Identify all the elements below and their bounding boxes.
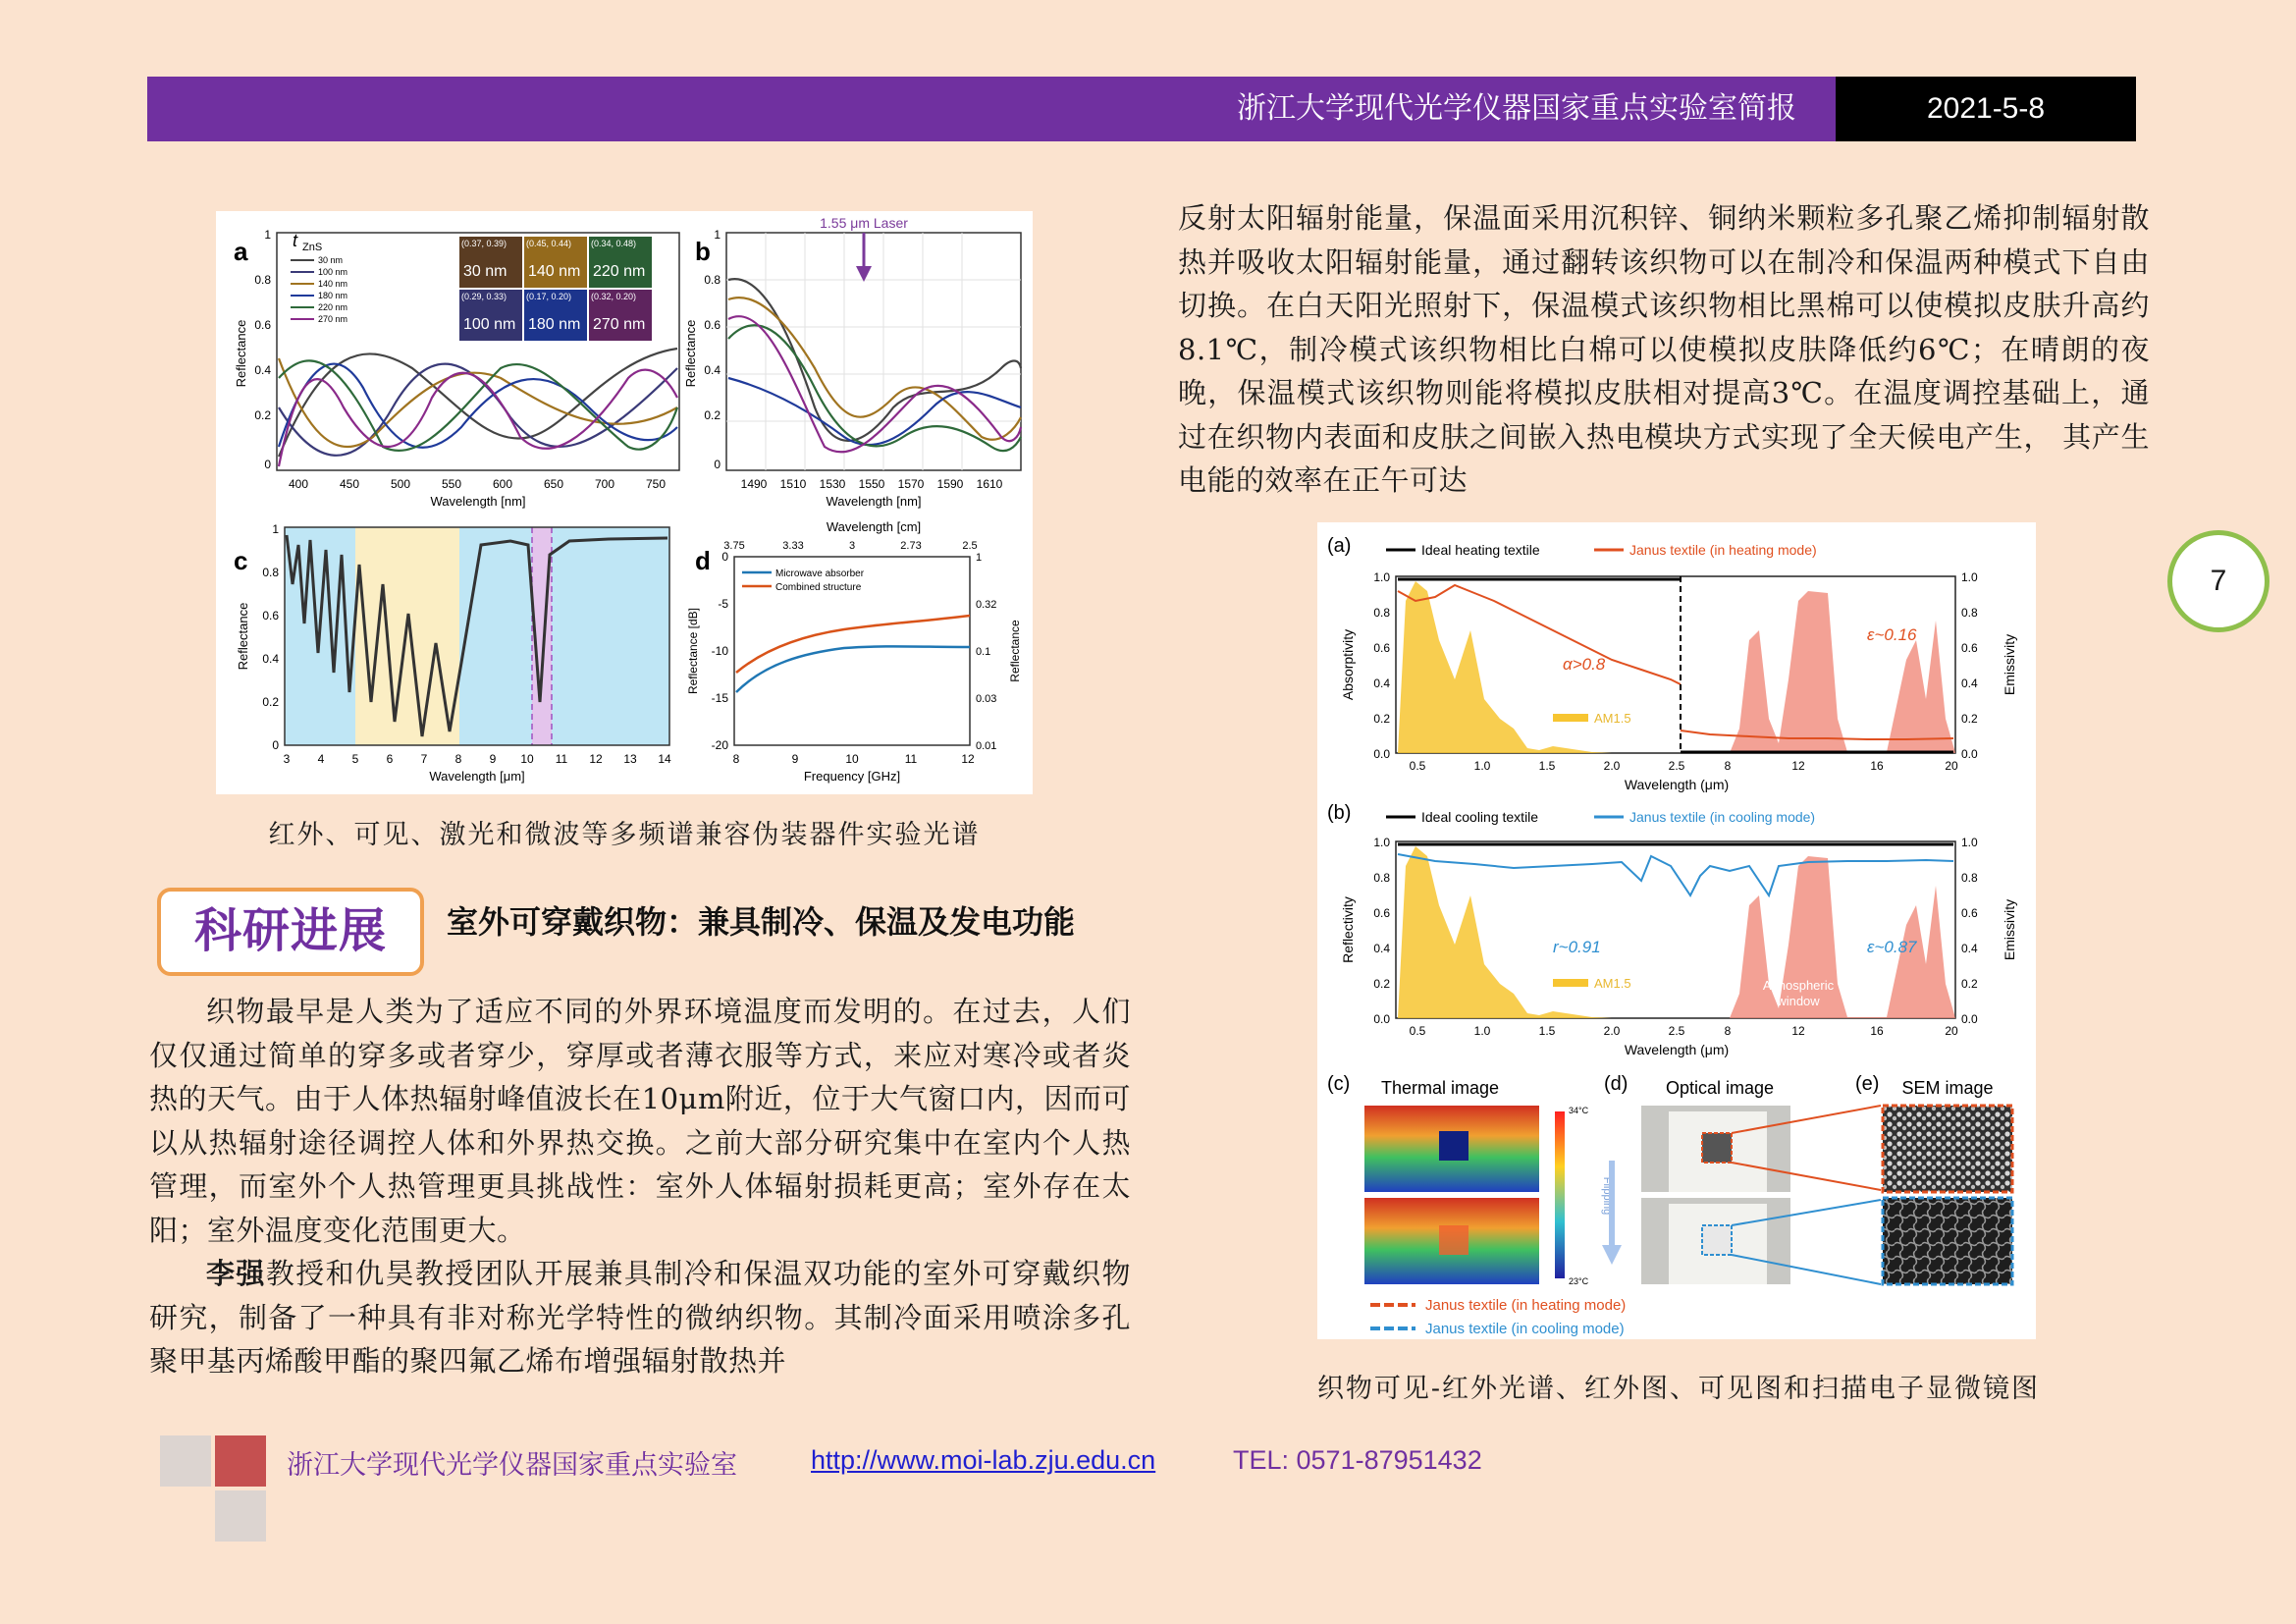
fig2-b-ytick-right: 0.4 <box>1961 942 1978 955</box>
panel-d <box>686 519 1022 784</box>
fig2-b-solar <box>1398 846 1612 1018</box>
fig2-b-am-swatch <box>1553 979 1588 987</box>
fig2-a-xlabel: Wavelength (μm) <box>1624 777 1730 792</box>
panel-a-symbol: t <box>293 231 298 250</box>
figure-multispectral-spectra <box>216 211 1033 794</box>
fig2-panel-d <box>1604 1073 1881 1284</box>
swatch-180nm-coord: (0.17, 0.20) <box>526 292 572 301</box>
panel-a-ytick: 0 <box>264 458 271 471</box>
panel-d-xtick: 12 <box>961 752 975 766</box>
panel-c-ytick: 0 <box>272 738 279 752</box>
temperature-scale-bar <box>1555 1111 1565 1278</box>
optical-patch-heating <box>1702 1133 1732 1163</box>
thermal-patch-cooling <box>1439 1225 1468 1255</box>
band-blue-2 <box>459 527 669 745</box>
fig2-a-am: AM1.5 <box>1594 711 1631 726</box>
fig2-a-ytick: 0.2 <box>1373 712 1390 726</box>
panel-a-label: a <box>234 237 248 266</box>
fig2-b-ytick: 0.8 <box>1373 871 1390 885</box>
fig2-a-ytick-right: 0.6 <box>1961 641 1978 655</box>
fig2-a-yticks <box>1373 570 1390 761</box>
fig2-a-ytick-right: 0.4 <box>1961 677 1978 690</box>
curve-microwave-absorber <box>736 646 970 692</box>
panel-b-ytick: 0.8 <box>704 273 721 287</box>
panel-b-xtick: 1510 <box>779 477 807 491</box>
body-paragraph-2-text: 教授和仇昊教授团队开展兼具制冷和保温双功能的室外可穿戴织物研究，制备了一种具有非对称光学特性的微纳织物。其制冷面采用喷涂多孔聚甲基丙烯酸甲酯的聚四氟乙烯布增强辐射散热并 <box>149 1257 1131 1378</box>
fig2-panel-d-label: (d) <box>1604 1073 1629 1095</box>
panel-b-ytick: 0.6 <box>704 318 721 332</box>
panel-b-ytick: 1 <box>714 228 721 242</box>
fig2-b-ylabel-left: Reflectivity <box>1340 896 1356 963</box>
fig2-a-xtick: 20 <box>1945 759 1958 773</box>
fig2-legend-heating: Janus textile (in heating mode) <box>1425 1297 1627 1314</box>
panel-d-top-tick: 3.75 <box>723 540 745 552</box>
legend-microwave-absorber: Microwave absorber <box>775 568 865 579</box>
legend-180nm: 180 nm <box>318 291 348 300</box>
fig2-a-ytick-right: 0.0 <box>1961 747 1978 761</box>
panel-b-xlabel: Wavelength [nm] <box>826 494 922 509</box>
panel-b-xtick: 1490 <box>740 477 768 491</box>
legend-140nm: 140 nm <box>318 279 348 289</box>
fig2-a-legend-janus: Janus textile (in heating mode) <box>1629 542 1817 558</box>
fig2-a-ytick: 0.8 <box>1373 606 1390 620</box>
legend-combined-structure: Combined structure <box>775 582 862 593</box>
panel-d-ylabel-right: Reflectance <box>1008 620 1022 682</box>
swatch-270nm-name: 270 nm <box>593 316 646 333</box>
laser-annotation: 1.55 μm Laser <box>820 215 908 231</box>
panel-d-top-tick: 2.73 <box>900 540 922 552</box>
fig2-b-ytick: 1.0 <box>1373 836 1390 849</box>
swatch-140nm-coord: (0.45, 0.44) <box>526 239 572 248</box>
fig2-b-ytick-right: 0.6 <box>1961 906 1978 920</box>
flipping-label: Flipping <box>1601 1176 1613 1216</box>
fig2-b-ytick: 0.2 <box>1373 977 1390 991</box>
fig2-panel-e-title: SEM image <box>1901 1078 1994 1098</box>
panel-b-ytick: 0.2 <box>704 408 721 422</box>
fig2-a-ytick: 0.6 <box>1373 641 1390 655</box>
fig2-b-ytick: 0.4 <box>1373 942 1390 955</box>
panel-d-ytick-left: -5 <box>718 597 728 611</box>
panel-b-xtick: 1590 <box>936 477 964 491</box>
footer-lab-name: 浙江大学现代光学仪器国家重点实验室 <box>287 1450 737 1481</box>
figure2-caption: 织物可见-红外光谱、红外图、可见图和扫描电子显微镜图 <box>1316 1374 2041 1404</box>
body-paragraph-1: 织物最早是人类为了适应不同的外界环境温度而发明的。在过去，人们仅仅通过简单的穿多或者穿少，穿厚或者薄衣服等方式，来应对寒冷或者炎热的天气。由于人体热辐射峰值波长在10μm附近，位于大气窗口内，因而可以从热辐射途径调控人体和外界热交换。之前大部分研究集中在室内个人热管理，而室外个人热管理更具挑战性：室外人体辐射损耗更高；室外存在太阳；室外温度变化范围更大。 <box>149 995 1131 1247</box>
fig2-b-xtick: 20 <box>1945 1024 1958 1038</box>
panel-b-grid <box>726 233 1021 470</box>
panel-a-ylabel: Reflectance <box>234 319 248 388</box>
panel-d-yticks-left <box>712 550 729 752</box>
fig2-a-ytick: 0.4 <box>1373 677 1390 690</box>
thermal-patch-heating <box>1439 1131 1468 1161</box>
panel-d-xtick: 10 <box>845 752 859 766</box>
fig2-a-yticks-right <box>1961 570 1978 761</box>
panel-d-top-tick: 3.33 <box>782 540 804 552</box>
panel-a-ytick: 0.6 <box>254 318 271 332</box>
fig2-a-legend-ideal: Ideal heating textile <box>1421 542 1540 558</box>
fig2-a-ytick-right: 0.2 <box>1961 712 1978 726</box>
section-badge-text: 科研进展 <box>193 903 387 958</box>
fig2-a-epsilon: ε~0.16 <box>1867 625 1917 644</box>
fig2-a-am-swatch <box>1553 714 1588 722</box>
fig2-b-atm-window <box>1730 856 1955 1018</box>
figure1-svg <box>216 211 1033 794</box>
panel-d-ytick-left: 0 <box>721 550 728 564</box>
fig2-b-xtick: 2.5 <box>1668 1024 1685 1038</box>
panel-d-ytick-right: 0.03 <box>976 693 997 705</box>
fig2-b-xtick: 0.5 <box>1409 1024 1426 1038</box>
temp-low: 23°C <box>1569 1276 1589 1286</box>
panel-c-ytick: 0.4 <box>262 652 279 666</box>
panel-b-xtick: 1570 <box>897 477 925 491</box>
panel-a-ytick: 0.2 <box>254 408 271 422</box>
fig2-b-window2: window <box>1777 994 1820 1008</box>
panel-d-label: d <box>695 546 711 575</box>
author-name: 李强 <box>206 1257 266 1290</box>
panel-b <box>683 215 1021 509</box>
panel-c-xtick: 12 <box>589 752 603 766</box>
panel-a-xtick: 650 <box>543 477 564 491</box>
sem-image-cooling <box>1883 1198 2012 1284</box>
fig2-a-ylabel-left: Absorptivity <box>1340 628 1356 701</box>
panel-a-yticks <box>254 228 271 471</box>
panel-a <box>234 228 679 509</box>
fig2-b-xtick: 1.5 <box>1538 1024 1556 1038</box>
sem-image-heating <box>1883 1106 2012 1192</box>
fig2-panel-c <box>1327 1073 1622 1286</box>
legend-30nm: 30 nm <box>318 255 344 265</box>
fig2-b-ytick: 0.0 <box>1373 1012 1390 1026</box>
panel-c-ylabel: Reflectance <box>236 602 250 671</box>
figure-janus-textile <box>1317 522 2036 1339</box>
optical-patch-cooling <box>1702 1225 1732 1255</box>
panel-b-xtick: 1530 <box>819 477 846 491</box>
figure1-caption: 红外、可见、激光和微波等多频谱兼容伪装器件实验光谱 <box>268 820 981 850</box>
body-paragraph-right: 反射太阳辐射能量，保温面采用沉积锌、铜纳米颗粒多孔聚乙烯抑制辐射散热并吸收太阳辐射能量，通过翻转该织物可以在制冷和保温两种模式下自由切换。在白天阳光照射下，保温模式该织物相比黑棉可以使模拟皮肤升高约 8.1℃，制冷模式该织物相比白棉可以使模拟皮肤降低约6℃；在晴朗的夜晚，保温模式该织物则能将模拟皮肤相对提高3℃。在温度调控基础上，通过在织物内表面和皮肤之间嵌入热电模块方式实现了全天候电产生， 其产生电能的效率在正午可达 <box>1178 201 2150 497</box>
panel-d-xticks <box>733 752 975 766</box>
header-title: 浙江大学现代光学仪器国家重点实验室简报 <box>1237 91 1796 126</box>
fig2-a-atm-window <box>1730 591 1955 753</box>
fig2-panel-e <box>1855 1073 2012 1284</box>
fig2-b-epsilon: ε~0.87 <box>1867 938 1917 956</box>
panel-b-label: b <box>695 237 711 266</box>
panel-d-xtick: 8 <box>732 752 740 766</box>
fig2-a-ytick-right: 1.0 <box>1961 570 1978 584</box>
footer-square-2 <box>215 1435 266 1487</box>
legend-100nm: 100 nm <box>318 267 348 277</box>
panel-c-xtick: 6 <box>386 752 394 766</box>
panel-a-xtick: 750 <box>645 477 667 491</box>
panel-c-xticks <box>284 752 671 766</box>
swatch-100nm-coord: (0.29, 0.33) <box>461 292 507 301</box>
fig2-b-am: AM1.5 <box>1594 976 1631 991</box>
fig2-panel-e-label: (e) <box>1855 1073 1880 1095</box>
panel-c-xtick: 3 <box>283 752 291 766</box>
panel-d-ylabel-left: Reflectance [dB] <box>686 607 700 695</box>
panel-d-top-ticks <box>723 540 977 552</box>
footer-square-1 <box>160 1435 211 1487</box>
swatch-220nm-name: 220 nm <box>593 263 646 280</box>
panel-a-xlabel: Wavelength [nm] <box>430 494 526 509</box>
panel-b-ylabel: Reflectance <box>683 319 698 388</box>
panel-c-yticks <box>262 522 279 752</box>
fig2-panel-a <box>1327 535 2017 792</box>
panel-c-xtick: 7 <box>420 752 428 766</box>
fig2-b-xtick: 2.0 <box>1603 1024 1621 1038</box>
fig2-b-xtick: 16 <box>1870 1024 1884 1038</box>
temp-high: 34°C <box>1569 1106 1589 1115</box>
flipping-arrow-head <box>1602 1245 1622 1265</box>
fig2-b-ytick-right: 0.0 <box>1961 1012 1978 1026</box>
panel-a-xtick: 450 <box>339 477 360 491</box>
panel-d-xtick: 9 <box>791 752 799 766</box>
panel-a-symbol-sub: ZnS <box>302 242 323 253</box>
fig2-b-xtick: 8 <box>1724 1024 1732 1038</box>
panel-a-xtick: 700 <box>594 477 615 491</box>
section-title: 室外可穿戴织物：兼具制冷、保温及发电功能 <box>447 903 1076 941</box>
fig2-panel-c-label: (c) <box>1327 1073 1351 1095</box>
panel-d-ytick-right: 0.01 <box>976 740 997 752</box>
panel-c-ytick: 0.6 <box>262 609 279 623</box>
swatch-100nm-name: 100 nm <box>463 316 516 333</box>
panel-c-label: c <box>234 546 248 575</box>
panel-b-ytick: 0 <box>714 458 721 471</box>
figure2-svg <box>1317 522 2036 1339</box>
panel-c-xtick: 10 <box>520 752 534 766</box>
fig2-a-xtick: 16 <box>1870 759 1884 773</box>
panel-c-xtick: 4 <box>317 752 325 766</box>
panel-d-ytick-left: -10 <box>711 644 728 658</box>
footer-square-3 <box>215 1490 266 1542</box>
fig2-panel-d-title: Optical image <box>1665 1078 1775 1098</box>
panel-d-xlabel: Frequency [GHz] <box>803 769 901 784</box>
panel-d-top-tick: 3 <box>848 540 856 552</box>
panel-c-ytick: 0.8 <box>262 566 279 579</box>
panel-c-ytick: 0.2 <box>262 695 279 709</box>
fig2-panel-b-label: (b) <box>1327 802 1352 824</box>
fig2-a-ytick: 0.0 <box>1373 747 1390 761</box>
panel-a-xtick: 500 <box>390 477 411 491</box>
swatch-270nm-coord: (0.32, 0.20) <box>591 292 637 301</box>
fig2-a-xtick: 1.0 <box>1473 759 1491 773</box>
panel-a-ytick: 0.4 <box>254 363 271 377</box>
fig2-b-ylabel-right: Emissivity <box>2002 898 2017 961</box>
fig2-b-ytick-right: 0.2 <box>1961 977 1978 991</box>
fig2-a-xtick: 12 <box>1791 759 1805 773</box>
fig2-a-ytick-right: 0.8 <box>1961 606 1978 620</box>
panel-b-xticks <box>741 477 1003 491</box>
panel-b-curves <box>728 279 1021 452</box>
band-yellow <box>355 527 459 745</box>
fig2-a-ytick: 1.0 <box>1373 570 1390 584</box>
fig2-b-xtick: 12 <box>1791 1024 1805 1038</box>
fig2-b-legend-janus: Janus textile (in cooling mode) <box>1629 809 1816 825</box>
panel-d-ytick-left: -20 <box>711 738 728 752</box>
panel-a-curves <box>279 349 677 466</box>
legend-220nm: 220 nm <box>318 302 348 312</box>
header-date: 2021-5-8 <box>1836 77 2136 141</box>
page-number: 7 <box>2167 530 2269 632</box>
fig2-a-xticks <box>1410 759 1958 773</box>
panel-d-xtick: 11 <box>904 752 918 766</box>
panel-c-ytick: 1 <box>272 522 279 536</box>
curve-combined-structure <box>736 616 970 673</box>
footer-url-link[interactable]: http://www.moi-lab.zju.edu.cn <box>811 1445 1156 1475</box>
fig2-a-xtick: 2.0 <box>1603 759 1621 773</box>
panel-c-xtick: 13 <box>623 752 637 766</box>
fig2-panel-c-title: Thermal image <box>1380 1078 1500 1098</box>
fig2-bottom-legend <box>1370 1297 1626 1337</box>
panel-a-xticks <box>289 477 666 491</box>
panel-c-xtick: 11 <box>555 752 568 766</box>
fig2-legend-cooling: Janus textile (in cooling mode) <box>1425 1321 1625 1337</box>
panel-a-xtick: 550 <box>441 477 462 491</box>
fig2-a-xtick: 2.5 <box>1668 759 1685 773</box>
panel-d-ytick-right: 0.32 <box>976 599 997 611</box>
fig2-panel-b <box>1327 802 2017 1057</box>
panel-d-ytick-right: 0.1 <box>976 646 991 658</box>
swatch-180nm-name: 180 nm <box>528 316 581 333</box>
fig2-panel-a-label: (a) <box>1327 535 1352 557</box>
fig2-b-ytick-right: 1.0 <box>1961 836 1978 849</box>
panel-c-xtick: 9 <box>489 752 497 766</box>
fig2-b-ytick: 0.6 <box>1373 906 1390 920</box>
panel-d-ytick-right: 1 <box>976 552 983 564</box>
fig2-b-ytick-right: 0.8 <box>1961 871 1978 885</box>
fig2-b-xlabel: Wavelength (μm) <box>1624 1042 1730 1057</box>
fig2-b-xtick: 1.0 <box>1473 1024 1491 1038</box>
fig2-a-ylabel-right: Emissivity <box>2002 633 2017 696</box>
swatch-140nm-name: 140 nm <box>528 263 581 280</box>
legend-270nm: 270 nm <box>318 314 348 324</box>
color-swatches <box>459 237 652 341</box>
panel-a-xtick: 400 <box>288 477 309 491</box>
panel-c <box>234 522 671 784</box>
panel-c-xlabel: Wavelength [μm] <box>429 769 525 784</box>
fig2-b-xticks <box>1410 1024 1958 1038</box>
panel-c-xtick: 5 <box>351 752 359 766</box>
fig2-b-yticks-right <box>1961 836 1978 1026</box>
panel-c-xtick: 14 <box>658 752 671 766</box>
panel-c-xtick: 8 <box>454 752 462 766</box>
fig2-a-xtick: 8 <box>1724 759 1732 773</box>
fig2-a-alpha: α>0.8 <box>1563 655 1606 674</box>
fig2-b-window: Atmospheric <box>1762 978 1835 993</box>
fig2-a-xtick: 1.5 <box>1538 759 1556 773</box>
panel-d-ytick-left: -15 <box>711 691 728 705</box>
panel-a-xtick: 600 <box>492 477 513 491</box>
panel-a-ytick: 1 <box>264 228 271 242</box>
body-paragraph-2 <box>149 1252 1131 1383</box>
panel-d-yticks-right <box>976 552 996 752</box>
swatch-30nm-coord: (0.37, 0.39) <box>461 239 507 248</box>
fig2-b-legend-ideal: Ideal cooling textile <box>1421 809 1539 825</box>
panel-b-xtick: 1550 <box>858 477 885 491</box>
swatch-220nm-coord: (0.34, 0.48) <box>591 239 637 248</box>
panel-a-legend <box>291 255 347 324</box>
fig2-b-r: r~0.91 <box>1553 938 1601 956</box>
fig2-b-janus-curve <box>1398 854 1953 895</box>
panel-a-ytick: 0.8 <box>254 273 271 287</box>
panel-b-xtick: 1610 <box>976 477 1003 491</box>
panel-d-top-tick: 2.5 <box>962 540 978 552</box>
footer-tel: TEL: 0571-87951432 <box>1233 1445 1482 1475</box>
fig2-a-xtick: 0.5 <box>1409 759 1426 773</box>
panel-b-ytick: 0.4 <box>704 363 721 377</box>
panel-d-top-label: Wavelength [cm] <box>826 519 922 534</box>
fig2-b-yticks <box>1373 836 1390 1026</box>
swatch-30nm-name: 30 nm <box>463 263 507 280</box>
